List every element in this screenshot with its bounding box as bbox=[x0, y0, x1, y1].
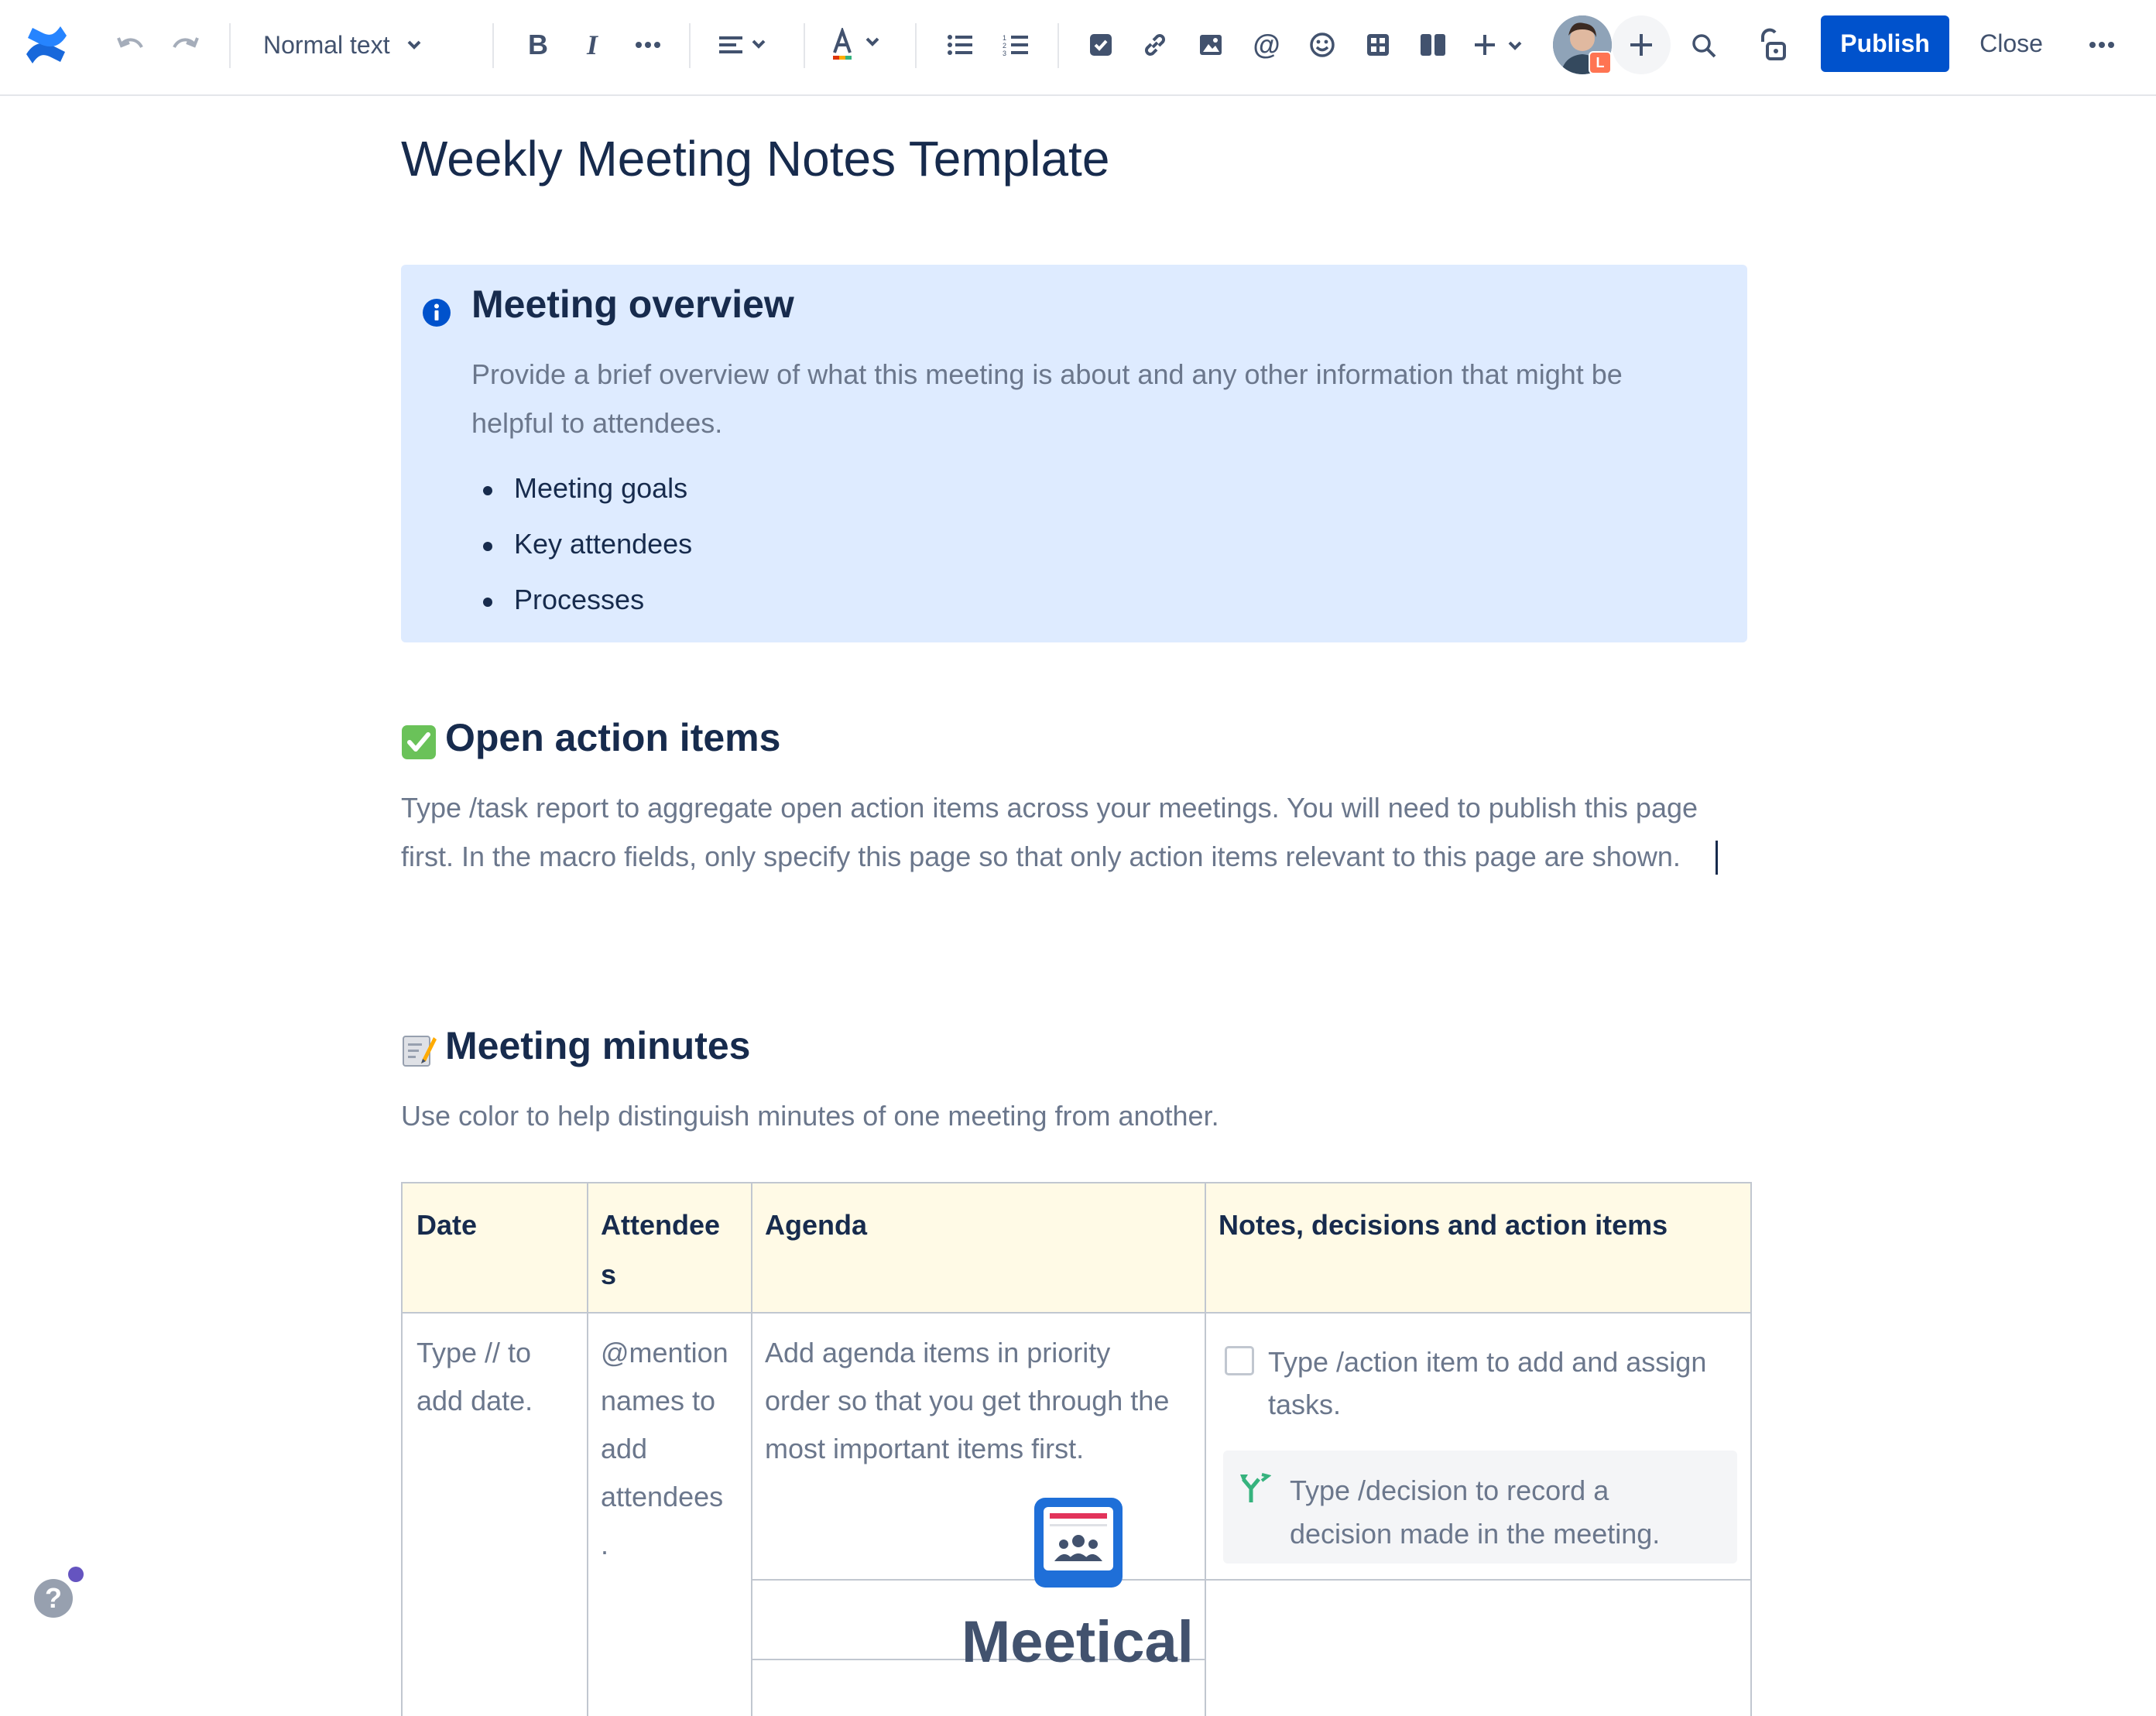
check-mark-emoji-icon bbox=[401, 724, 437, 760]
overview-bullet-list bbox=[480, 463, 692, 630]
more-formatting-icon[interactable] bbox=[629, 26, 667, 63]
date-cell-line2[interactable]: add date. bbox=[416, 1385, 533, 1416]
toolbar-separator bbox=[492, 23, 494, 68]
toolbar-separator bbox=[804, 23, 805, 68]
alignment-dropdown[interactable] bbox=[717, 26, 773, 63]
decision-text-line1[interactable]: Type /decision to record a bbox=[1290, 1475, 1609, 1506]
date-cell-line1[interactable]: Type // to bbox=[416, 1337, 532, 1368]
invite-button[interactable] bbox=[1612, 15, 1671, 74]
text-color-dropdown[interactable] bbox=[830, 23, 889, 67]
confluence-logo-icon[interactable] bbox=[22, 20, 71, 70]
bullet-list-icon[interactable] bbox=[941, 26, 979, 63]
overview-heading: Meeting overview bbox=[471, 283, 794, 326]
svg-text:1: 1 bbox=[1003, 34, 1007, 42]
align-left-icon bbox=[718, 33, 772, 57]
avatar-badge: L bbox=[1589, 51, 1612, 74]
attendees-cell-line[interactable]: @mention bbox=[601, 1337, 728, 1368]
action-item-text-line1[interactable]: Type /action item to add and assign bbox=[1268, 1346, 1707, 1378]
text-color-icon bbox=[830, 28, 889, 62]
close-button[interactable]: Close bbox=[1979, 29, 2043, 57]
toolbar-separator bbox=[1057, 23, 1059, 68]
meetical-logo-icon bbox=[1033, 1496, 1124, 1589]
action-item-text-line2[interactable]: tasks. bbox=[1268, 1389, 1342, 1420]
column-header-attendees-wrap: s bbox=[601, 1259, 617, 1290]
decision-text-line2[interactable]: decision made in the meeting. bbox=[1290, 1518, 1661, 1550]
text-style-dropdown[interactable] bbox=[263, 23, 426, 67]
minutes-table[interactable] bbox=[401, 1182, 1752, 1716]
plus-icon bbox=[1474, 32, 1530, 58]
row-divider bbox=[751, 1579, 1750, 1581]
attendees-cell-line[interactable]: . bbox=[601, 1529, 609, 1560]
layout-icon[interactable] bbox=[1414, 26, 1452, 63]
action-item-icon[interactable] bbox=[1082, 26, 1119, 63]
publish-button[interactable]: Publish bbox=[1821, 15, 1949, 72]
agenda-cell-line[interactable]: order so that you get through the bbox=[765, 1385, 1170, 1416]
search-icon[interactable] bbox=[1685, 26, 1723, 65]
column-header-date[interactable]: Date bbox=[416, 1209, 478, 1241]
column-header-attendees[interactable]: Attendee bbox=[601, 1209, 721, 1241]
agenda-cell-line[interactable]: Add agenda items in priority bbox=[765, 1337, 1111, 1368]
page-title[interactable]: Weekly Meeting Notes Template bbox=[401, 131, 1110, 187]
toolbar-separator bbox=[915, 23, 917, 68]
agenda-cell-line[interactable]: most important items first. bbox=[765, 1433, 1085, 1464]
more-options-icon[interactable] bbox=[2082, 26, 2121, 63]
info-icon bbox=[421, 297, 452, 328]
list-item: Processes bbox=[480, 574, 692, 630]
attendees-cell-line[interactable]: attendees bbox=[601, 1481, 724, 1512]
notification-dot bbox=[68, 1567, 84, 1582]
plus-icon bbox=[1627, 31, 1655, 59]
list-item: Meeting goals bbox=[480, 463, 692, 519]
list-item: Key attendees bbox=[480, 519, 692, 574]
image-icon[interactable] bbox=[1192, 26, 1229, 63]
action-items-text-line2[interactable]: first. In the macro fields, only specify this page so that only action items relevant to this page are shown. bbox=[401, 841, 1681, 872]
overview-description-line2: helpful to attendees. bbox=[471, 407, 723, 439]
meetical-brand-text: Meetical bbox=[961, 1609, 1194, 1675]
text-cursor bbox=[1716, 841, 1718, 875]
toolbar-separator bbox=[689, 23, 691, 68]
memo-emoji-icon bbox=[401, 1033, 437, 1068]
column-divider bbox=[751, 1183, 752, 1716]
italic-icon[interactable]: I bbox=[586, 29, 598, 60]
action-item-checkbox[interactable] bbox=[1225, 1346, 1254, 1375]
restrictions-unlock-icon[interactable] bbox=[1751, 23, 1793, 67]
attendees-cell-line[interactable]: add bbox=[601, 1433, 648, 1464]
svg-text:3: 3 bbox=[1003, 50, 1007, 57]
attendees-cell-line[interactable]: names to bbox=[601, 1385, 716, 1416]
table-icon[interactable] bbox=[1359, 26, 1397, 63]
minutes-description[interactable]: Use color to help distinguish minutes of one meeting from another. bbox=[401, 1100, 1219, 1132]
action-items-text-line1[interactable]: Type /task report to aggregate open action items across your meetings. You will need to publish this page bbox=[401, 792, 1698, 824]
help-button[interactable]: ? bbox=[34, 1579, 73, 1618]
column-header-notes[interactable]: Notes, decisions and action items bbox=[1219, 1209, 1668, 1241]
editor-toolbar bbox=[0, 0, 2156, 96]
chevron-down-icon bbox=[403, 37, 426, 53]
svg-text:2: 2 bbox=[1003, 42, 1007, 50]
decision-icon bbox=[1239, 1470, 1271, 1505]
undo-icon[interactable] bbox=[111, 28, 150, 62]
column-divider bbox=[1205, 1183, 1206, 1716]
minutes-heading: Meeting minutes bbox=[445, 1024, 751, 1067]
column-header-agenda[interactable]: Agenda bbox=[765, 1209, 868, 1241]
toolbar-separator bbox=[229, 23, 231, 68]
bold-icon[interactable]: B bbox=[528, 29, 548, 60]
insert-dropdown[interactable] bbox=[1474, 26, 1530, 63]
numbered-list-icon[interactable] bbox=[997, 26, 1034, 63]
text-style-label: Normal text bbox=[263, 30, 390, 59]
redo-icon[interactable] bbox=[166, 28, 204, 62]
overview-description-line1: Provide a brief overview of what this meeting is about and any other information that might be bbox=[471, 358, 1623, 390]
action-items-heading: Open action items bbox=[445, 716, 781, 759]
emoji-icon[interactable] bbox=[1304, 26, 1341, 63]
mention-icon[interactable]: @ bbox=[1253, 29, 1280, 60]
link-icon[interactable] bbox=[1136, 26, 1174, 63]
column-divider bbox=[587, 1183, 588, 1716]
